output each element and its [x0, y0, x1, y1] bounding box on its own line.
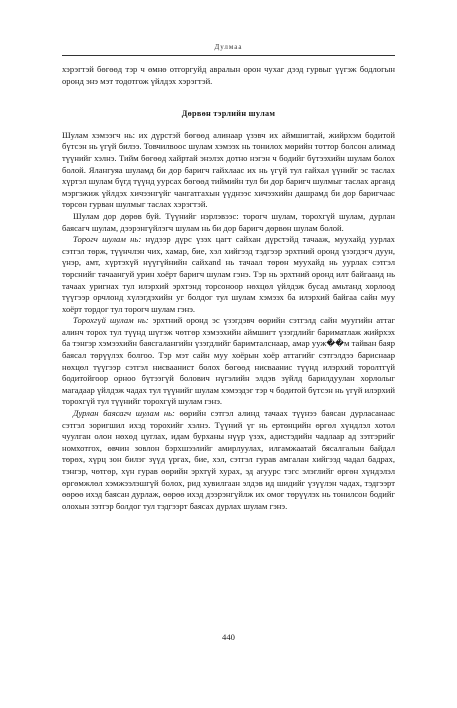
page-number: 440	[222, 632, 235, 642]
paragraph-list: Шулам дор дөрөв буй. Түүнийг нэрлэвээс: торогч шулам, торохгүй шулам, дурлан баясагч шулам, дээрэнгүйлэгч шулам нь би дор баригч дөрвөн шулам болой.	[62, 210, 395, 233]
paragraph-intro: Шулам хэмээгч нь: их дүрстэй бөгөөд алинаар үзэвч их аймшигтай, жийрхэм бодитой бүтсэн нь үгүй билээ. Товчилвоос шулам хэмээх нь тонилох мөрийн тоттор болсон алимад түүнийг хэлнэ. Тийм бөгөөд хайртай энэлэх дотно нэгэн ч бодийг бүтээхийн шулам болох болой. Ялангуяа шуламд би дор баригч гайхлаас их нь үгүй тул гайхал үүнийг эс таслах хүртэл шулам бүгд түүнд уурсах бөгөөд тиймийн тул би дор баригч шулмыг таслах арганд мэргэжиж үйлдэх хичээнгүйг чангатгахын үүднээс хичээхийн дашрамд би дор баригчаас төрсөн гурван шулмыг таслах хэрэгтэй.	[62, 129, 395, 210]
body-text	[62, 64, 395, 512]
running-head: Дулмаа	[214, 43, 243, 51]
paragraph-continuation: хэрэгтэй бөгөөд тэр ч өмнө отгоргуйд авралын орон чухаг дээд гурвыг үүгэж бодлогын оронд энэ мэт тодотгож үйлдэх хэрэгтэй.	[62, 64, 395, 86]
paragraph-torogch-text: нүдээр дүрс үзэх цагт сайхан дүрстэйд тачааж, муухайд уурлах сэтгэл төрж, түүнчлэн чих, хамар, биe, хэл хийгээд тэдгээр эрхтний оронд үзэгдэгч дуун, үнэр, амт, хүртэхүй нүүгүйнийн сайхand нь тачаал төрөн муухайд нь уурлах сэтгэл төрснийг тачаангуй урин хоёрт баригч шулам гэнэ. Тэр нь эрхтний оронд илт байгаанд нь тачаах уригнах тул илэрхий эрхтэнд торсоноор нөхцөл үйлдэж бусад амьтанд хорлоод түүгээр орчлонд хүлэгдэхийн уг болдог тул шулам хэмээх ба илэрхий байгаа сайн муу хоёрт тордог тул торогч шулам гэнэ.	[62, 234, 395, 314]
paragraph-torohgui	[62, 315, 395, 408]
term-torogch: Торогч шулам нь:	[73, 234, 142, 245]
paragraph-torohgui-text: эрхтний оронд эс үзэгдэвч өөрийн сэтгэлд сайн муугийн аттаг алинч торох тул түүнд шүтэж чөтгөр хэмээхийн аймшигт үзэгдлийг бариматлаж жийрхэх ба тэнгэр хэмээхийн баясгалангийн үзэгдлийг баримталснаар, амар ууж��м тайван баяр баясал төрүүлэх болгоо. Тэр мэт сайн муу хоёрын хоёр аттагийг сэтгэлдээ бариснаар нөхцөл түүгээр сэтгэл нисваанист болох бөгөөд нисваанис түүнд илэрхий торолтгүй бодитойгоор орноо бүтээгүй болович нүгэлийн элдэв зүйлд барилдуулан хорлолыг магадаар үйлдэж чадах тул түүнийг шулам хэмээдэг тэр ч бодитой бүтсэн нь үгүй илэрхий торохгүй тул түүнийг торохгүй шулам гэнэ.	[62, 315, 395, 407]
paragraph-torogch	[62, 234, 395, 315]
term-durlan: Дурлан баясагч шулам нь:	[73, 408, 175, 419]
paragraph-durlan-text: өөрийн сэтгэл алинд тачаах түүнээ баясан дурласанаас сэтгэл зоригшил ихэд торохийг хэлнэ. Түүний үг нь ертөнцийн өргөл хүндлэл хотол чуулган олон нөхөд цуглах, идам бурханы нүүр үзэх, адистэдийн чадлаар ад зэтгэрийг номхотгох, өвчин зовлон бэрхшээлийг амирлуулах, илгамжаатай бясалгалын байдал төрөх, хүрц зон билэг зүүд үргах, бие, хэл, сэтгэл гурав амгалан хийгээд чадал бадрах, тэнгэр, чөтгөр, хүн гурав өөрийн эрхтүй хурах, эд агуурс тэгс элэглийг өргөн хүндэлэл өргөмжлөл хэмжээлэшгүй болох, рид хувилгаан элдэв ид шидийг үзүүлэн чадах, тэдгээрт өөрөө ихэд баясан дурлаж, өөрөө ихэд дээрэнгүйлж их омог төрүүлэх нь тонилсон бодийг олохын зэтгэр болдог тул тэдгээрт баясах дурлах шулам гэнэ.	[62, 408, 395, 511]
section-heading: Дөрвөн тэрлийн шулам	[181, 109, 276, 119]
paragraph-durlan	[62, 408, 395, 512]
header-rule	[62, 55, 395, 56]
term-torohgui: Торохгүй шулам нь:	[73, 315, 149, 326]
